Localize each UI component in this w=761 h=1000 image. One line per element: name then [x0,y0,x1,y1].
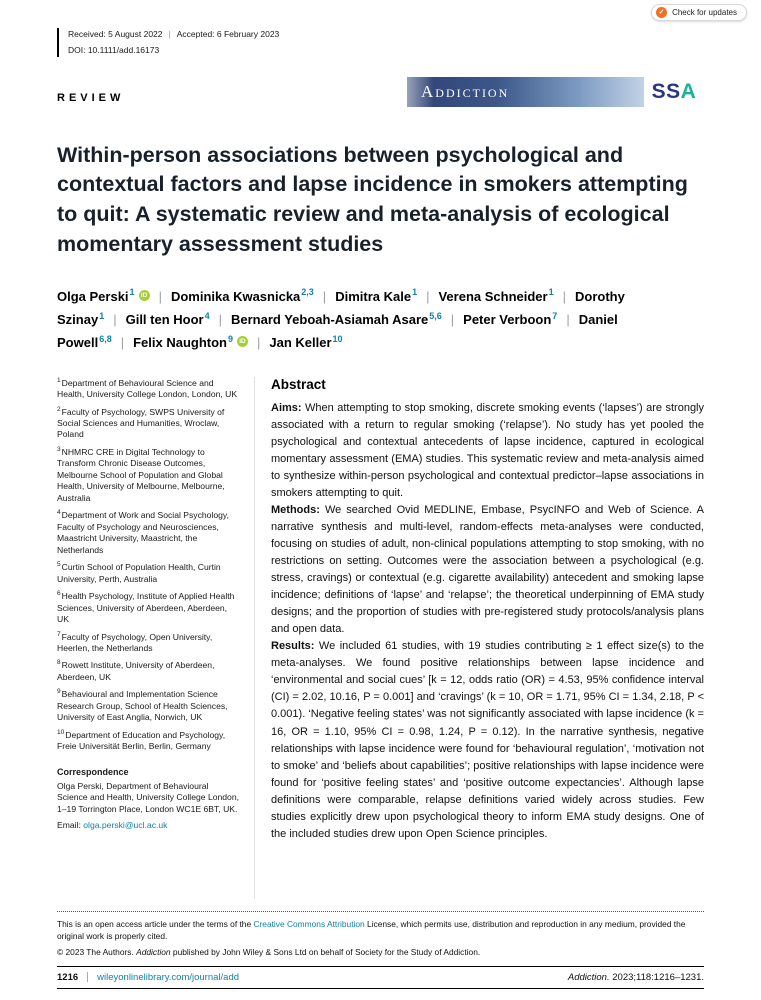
author-separator: | [426,288,430,304]
abstract-paragraph: Results: We included 61 studies, with 19 studies contributing ≥ 1 effect size(s) to the meta-analyses. We found positive relationships between lapse incidence and ‘environmental and social cues’ [k = 12, odds ratio (OR) = 4.53, 95% confidence interval (CI) = 2.02, 10.16, P = 0.001] and ‘cravings’ (k = 10, OR = 1.71, 95% CI = 1.34, 2.18, P < 0.001). ‘Negative feeling states’ was not significantly associated with lapse incidence (k = 16, OR = 1.10, 95% CI = 0.98, 1.24, P = 0.12). In the narrative synthesis, negative relationships with lapse incidence were found for ‘behavioural regulation’, ‘motivation not to smoke’ and ‘beliefs about capabilities’; positive relationships with lapse incidence were found for ‘positive feeling states’ and ‘positive outcome expectancies’. Although lapse definitions were comparable, relapse definitions varied widely across studies. Few studies explicitly drew upon psychological theory to inform EMA study designs. One of the included studies drew upon Open Science principles. [271,640,704,840]
affiliation: $^5$Curtin School of Population Health, Curtin University, Perth, Australia [57,561,221,584]
meta-separator: | [168,29,171,39]
check-for-updates-label: Check for updates [672,8,737,17]
affiliation: $^7$Faculty of Psychology, Open University, Heerlen, the Netherlands [57,630,213,653]
copyright-pre: © 2023 The Authors. [57,946,137,957]
abstract-section-label: Methods: [271,503,325,516]
author-affiliation-superscript: 2,3 [301,287,314,298]
affiliation: $^8$Rowett Institute, University of Aberdeen, Aberdeen, UK [57,659,215,682]
author-separator: | [257,335,261,351]
abstract-paragraph: Aims: When attempting to stop smoking, discrete smoking events (‘lapses’) are strongly associated with a return to regular smoking (‘relapse’). No study has yet pooled the psychological and contextual antecedents of lapse incidence, captured in ecological momentary assessment (EMA) studies. This systematic review and meta-analysis aimed to synthesize within-person psychological and contextual predictor–lapse associations in smokers attempting to quit. [271,401,705,499]
crossmark-icon: ✓ [656,7,667,18]
article-type-label: REVIEW [57,91,125,104]
citation-journal-name: Addiction. [567,971,610,983]
author-affiliation-superscript: 6,8 [99,334,112,345]
correspondence-address: Olga Perski, Department of Behavioural Science and Health, University College London, 1–19 Torrington Place, London WC1E 6BT, UK. [57,780,240,814]
journal-name: Addiction [421,81,510,101]
author-affiliation-superscript: 10 [332,334,343,345]
author-name: Gill ten Hoor [125,312,204,328]
abstract-body [271,400,704,843]
author [57,289,150,304]
affiliation: $^{10}$Department of Education and Psychology, Freie Universität Berlin, Berlin, Germany [57,728,226,752]
received-accepted-line [68,28,704,40]
society-logo-a: A [680,79,697,103]
article-title: Within-person associations between psychological and contextual factors and lapse incidence in smokers attempting to quit: A systematic review and meta-analysis of ecological momentary assessment studies [57,142,688,256]
author [335,289,417,304]
affiliations-column [57,377,239,899]
copyright-journal-name: Addiction [136,946,171,957]
citation-volume-pages: 2023;118:1216–1231. [609,971,704,983]
citation [568,972,704,983]
copyright-post: published by John Wiley & Sons Ltd on behalf of Society for the Study of Addiction. [170,946,481,957]
abstract-heading: Abstract [271,376,326,392]
author-separator: | [120,335,125,351]
orcid-icon[interactable]: iD [139,290,150,301]
received-date: Received: 5 August 2022 [68,29,163,39]
author [133,335,248,350]
journal-website-link[interactable]: wileyonlinelibrary.com/journal/add [97,971,240,983]
doi: DOI: 10.1111/add.16173 [68,45,160,56]
author-affiliation-superscript: 7 [552,310,558,321]
author-name: Jan Keller [269,335,332,351]
abstract-section-label: Results: [271,640,319,653]
author-name: Peter Verboon [463,312,552,328]
journal-banner [407,77,704,107]
author-separator: | [113,312,117,328]
abstract-column [254,377,704,899]
author-name: Olga Perski [57,288,129,304]
affiliation: $^6$Health Psychology, Institute of Applied Health Sciences, University of Aberdeen, Aberdeen, UK [57,590,235,625]
author-name: Bernard Yeboah-Asiamah Asare [231,312,429,328]
journal-header [57,77,704,107]
copyright-line [57,947,704,957]
author-affiliation-superscript: 1 [99,310,105,321]
author [171,289,314,304]
page-number: 1216 [57,971,79,983]
open-access-note [57,911,704,943]
email-link[interactable]: olga.perski@ucl.ac.uk [83,820,168,831]
author-separator: | [218,312,222,328]
article-body [57,377,704,899]
article-history [57,28,704,57]
author-name: Felix Naughton [133,335,227,351]
orcid-icon[interactable]: iD [237,336,248,347]
affiliation: $^2$Faculty of Psychology, SWPS University of Social Sciences and Humanities, Wroclaw, Poland [57,405,225,440]
author-affiliation-superscript: 5,6 [429,310,442,321]
affiliation: $^3$NHMRC CRE in Digital Technology to Transform Chronic Disease Outcomes, Melbourne School of Population and Global Health, University of Melbourne, Melbourne, Australia [57,445,225,503]
author [438,289,553,304]
affiliation: $^4$Department of Work and Social Psychology, Faculty of Psychology and Neurosciences, Maastricht University, Maastricht, the Netherlands [57,509,229,555]
creative-commons-link[interactable]: Creative Commons Attribution [253,918,365,929]
author-separator: | [566,312,570,328]
author-name: Dominika Kwasnicka [170,288,301,304]
author-name: Dimitra Kale [335,288,412,304]
oa-text-pre: This is an open access article under the terms of the [57,918,254,929]
author-affiliation-superscript: 4 [204,310,210,321]
author [463,312,557,327]
email-label: Email: [57,820,84,831]
affiliation-list [57,377,239,753]
society-logo-ss: SS [651,79,681,103]
author [231,312,442,327]
author-name: Daniel Powell [57,312,618,351]
author-separator: | [562,288,566,304]
author-list [57,284,704,354]
author-affiliation-superscript: 1 [129,287,135,298]
author-name: Verena Schneider [438,288,548,304]
affiliation: $^1$Department of Behavioural Science and Health, University College London, London, UK [57,376,238,399]
author-affiliation-superscript: 1 [548,287,554,298]
footer-divider [87,972,88,982]
affiliation: $^9$Behavioural and Implementation Science Research Group, School of Health Sciences, University of East Anglia, Norwich, UK [57,688,228,723]
abstract-paragraph: Methods: We searched Ovid MEDLINE, Embase, PsycINFO and Web of Science. A narrative synthesis and multi-level, random-effects meta-analyses were conducted, focusing on studies of adult, non-clinical populations attempting to stop smoking, with no restrictions on setting. Outcomes were the association between a psychological (e.g. stress, cravings) or contextual (e.g. cigarette availability) antecedent and smoking lapse incidence; definitions of ‘lapse’ and ‘relapse’; the theoretical underpinning of EMA study designs; and the proportion of studies with pre-registered study protocols/analysis plans and open data. [271,503,704,636]
author-name: Dorothy Szinay [57,288,625,328]
author-separator: | [322,288,327,304]
society-logo [644,77,704,107]
author [126,312,210,327]
page-footer-bar [57,966,704,989]
author-separator: | [450,312,455,328]
author-affiliation-superscript: 1 [412,287,418,298]
footer-left [57,972,239,983]
correspondence-heading: Correspondence [57,766,129,777]
abstract-section-label: Aims: [271,401,306,414]
author-affiliation-superscript: 9 [227,334,233,345]
check-for-updates-button[interactable] [651,4,747,21]
accepted-date: Accepted: 6 February 2023 [176,29,280,39]
correspondence-email-line [57,820,239,832]
author [269,335,342,350]
author-separator: | [158,288,162,304]
correspondence-block [57,766,239,832]
oa-text-post: License, which permits use, distribution and reproduction in any medium, provided the original work is properly cited. [57,918,686,942]
